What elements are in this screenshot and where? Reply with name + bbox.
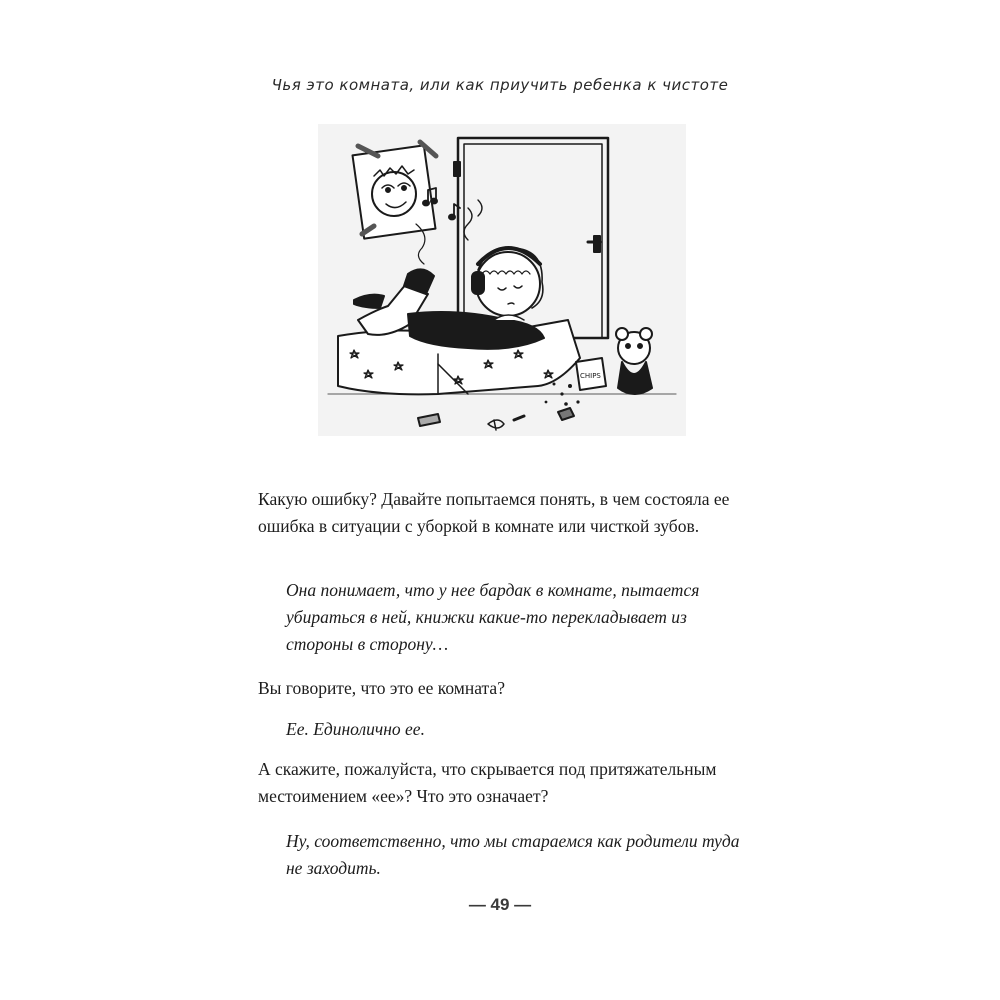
quote-parent-2	[286, 716, 744, 743]
illustration-girl-in-room	[318, 124, 686, 436]
floor-block	[418, 414, 440, 426]
paragraph-text: Вы говорите, что это ее комната?	[258, 678, 505, 698]
paragraph-author-2	[258, 675, 744, 702]
paragraph-author-3	[258, 756, 744, 810]
door	[454, 138, 608, 338]
quote-text: Ну, соответственно, что мы стараемся как родители туда не заходить.	[286, 831, 740, 878]
quote-parent-3	[286, 828, 744, 882]
quote-text: Она понимает, что у нее бардак в комнате, пытается убираться в ней, книжки какие-то перекладывает из стороны в сторону…	[286, 580, 700, 654]
paragraph-text: Какую ошибку? Давайте попытаемся понять, в чем состояла ее ошибка в ситуации с уборкой в комнате или чисткой зубов.	[258, 489, 730, 536]
paragraph-text: А скажите, пожалуйста, что скрывается под притяжательным местоимением «ее»? Что это означает?	[258, 759, 717, 806]
teddy-bear	[616, 328, 652, 394]
page-number: — 49 —	[468, 895, 532, 914]
girl-with-headphones	[354, 247, 544, 348]
svg-text:CHIPS: CHIPS	[580, 372, 601, 380]
paragraph-author-1	[258, 486, 744, 540]
quote-text: Ее. Единолично ее.	[286, 719, 425, 739]
running-head: Чья это комната, или как приучить ребенка к чистоте	[271, 76, 729, 94]
floor-bow	[488, 420, 504, 430]
quote-parent-1	[286, 577, 744, 658]
floor-pen	[514, 416, 524, 420]
